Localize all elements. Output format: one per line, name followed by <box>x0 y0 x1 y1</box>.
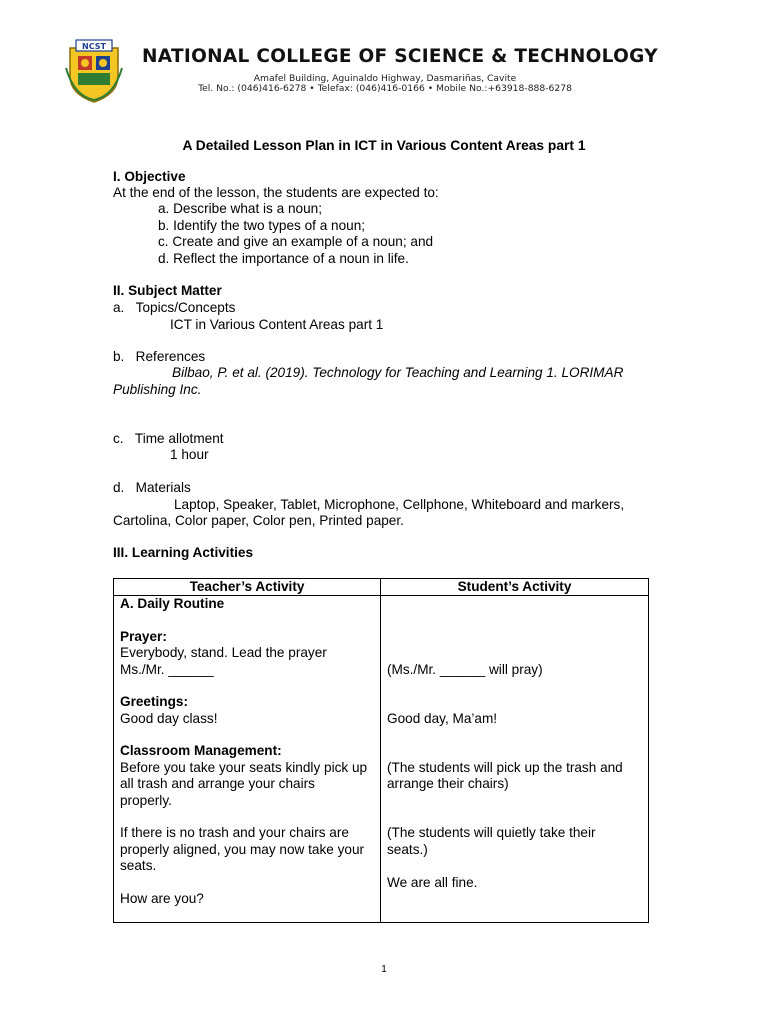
objective-intro: At the end of the lesson, the students are expected to: <box>113 185 439 200</box>
references-label: b. References <box>113 349 206 364</box>
teacher-activity-header: Teacher’s Activity <box>114 579 381 596</box>
school-name: NATIONAL COLLEGE OF SCIENCE & TECHNOLOGY <box>142 46 658 67</box>
classroom-management-line-3: properly. <box>120 793 172 809</box>
student-pray-line: (Ms./Mr. ______ will pray) <box>387 662 543 678</box>
greetings-line: Good day class! <box>120 711 218 727</box>
student-cm-line-1: (The students will pick up the trash and <box>387 760 623 776</box>
references-line-1: Bilbao, P. et al. (2019). Technology for Teaching and Learning 1. LORIMAR <box>172 365 624 380</box>
subject-matter-heading: II. Subject Matter <box>113 283 222 298</box>
student-activity-cell <box>381 596 649 923</box>
objective-item-d: d. Reflect the importance of a noun in life. <box>158 251 409 266</box>
student-greet-line: Good day, Ma’am! <box>387 711 498 727</box>
objective-heading: I. Objective <box>113 169 186 184</box>
classroom-management-line-2: all trash and arrange your chairs <box>120 776 315 792</box>
topics-value: ICT in Various Content Areas part 1 <box>170 317 384 332</box>
seating-line-1: If there is no trash and your chairs are <box>120 825 349 841</box>
learning-activities-table <box>113 578 649 923</box>
document-title: A Detailed Lesson Plan in ICT in Various Content Areas part 1 <box>182 138 586 153</box>
student-seat-line-1: (The students will quietly take their <box>387 825 596 841</box>
daily-routine-heading: A. Daily Routine <box>120 596 225 612</box>
objective-item-b: b. Identify the two types of a noun; <box>158 218 366 233</box>
references-line-2: Publishing Inc. <box>113 382 202 397</box>
seating-line-3: seats. <box>120 858 157 874</box>
objective-item-c: c. Create and give an example of a noun; and <box>158 234 434 249</box>
prayer-line-2: Ms./Mr. ______ <box>120 662 214 678</box>
table-header-row <box>114 579 649 596</box>
student-fine-line: We are all fine. <box>387 875 478 891</box>
classroom-management-heading: Classroom Management: <box>120 743 282 759</box>
student-seat-line-2: seats.) <box>387 842 428 858</box>
topics-label: a. Topics/Concepts <box>113 300 236 315</box>
school-logo <box>64 38 124 104</box>
materials-line-2: Cartolina, Color paper, Color pen, Printed paper. <box>113 513 404 528</box>
table-row <box>114 596 649 923</box>
teacher-activity-cell <box>114 596 381 923</box>
school-address: Amafel Building, Aguinaldo Highway, Dasmariñas, Cavite <box>253 73 517 84</box>
student-cm-line-2: arrange their chairs) <box>387 776 509 792</box>
logo-text: NCST <box>82 42 106 51</box>
school-contact: Tel. No.: (046)416-6278 • Telefax: (046)416-0166 • Mobile No.:+63918-888-6278 <box>198 83 572 94</box>
objective-item-a: a. Describe what is a noun; <box>158 201 322 216</box>
learning-activities-heading: III. Learning Activities <box>113 545 253 560</box>
greetings-heading: Greetings: <box>120 694 188 710</box>
seating-line-2: properly aligned, you may now take your <box>120 842 365 858</box>
classroom-management-line-1: Before you take your seats kindly pick up <box>120 760 368 776</box>
materials-label: d. Materials <box>113 480 191 495</box>
time-allotment-label: c. Time allotment <box>113 431 224 446</box>
how-are-you-line: How are you? <box>120 891 204 907</box>
prayer-line-1: Everybody, stand. Lead the prayer <box>120 645 327 661</box>
materials-line-1: Laptop, Speaker, Tablet, Microphone, Cellphone, Whiteboard and markers, <box>174 497 625 512</box>
prayer-heading: Prayer: <box>120 629 167 645</box>
page-number: 1 <box>381 964 387 975</box>
time-allotment-value: 1 hour <box>170 447 209 462</box>
student-activity-header: Student’s Activity <box>381 579 649 596</box>
